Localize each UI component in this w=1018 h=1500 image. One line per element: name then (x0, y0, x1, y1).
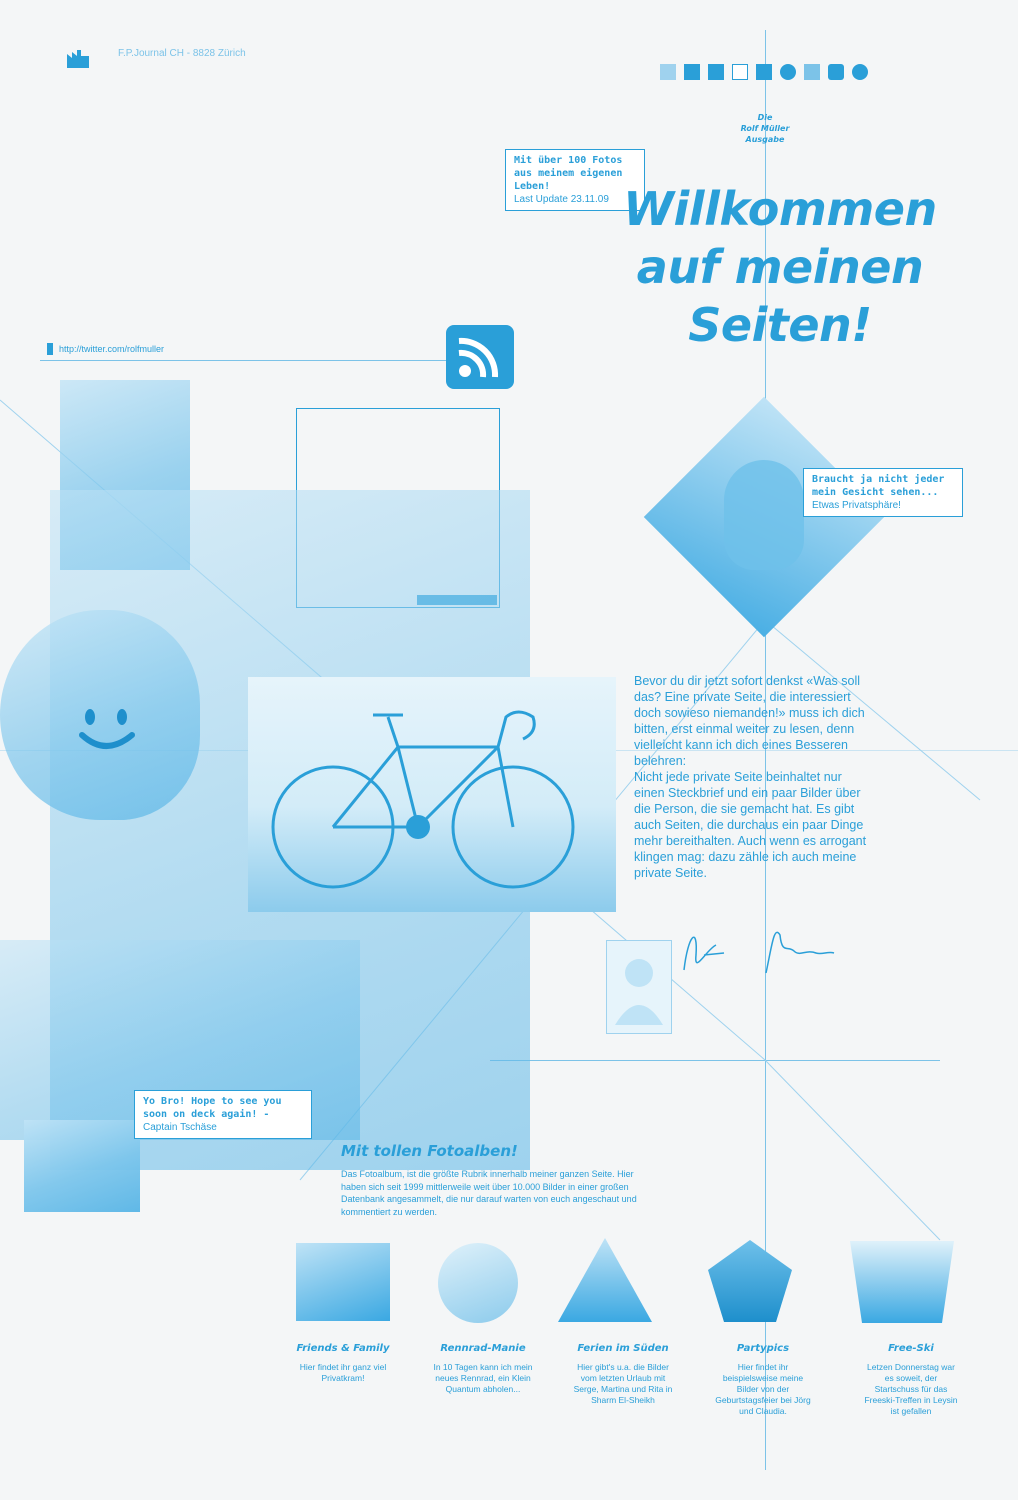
album-list (276, 1343, 984, 1463)
heart-icon[interactable] (828, 64, 844, 80)
edition-label: Die Rolf Müller Ausgabe (740, 113, 790, 144)
album-thumb-partypics[interactable] (706, 1238, 794, 1324)
myspace-icon[interactable] (708, 64, 724, 80)
flickr-icon[interactable] (660, 64, 676, 80)
album-thumb-rennrad-manie[interactable] (438, 1243, 518, 1323)
album-title: Partypics (736, 1343, 790, 1354)
album-item[interactable] (696, 1343, 830, 1417)
rss-feed-icon[interactable] (446, 325, 514, 389)
intro-paragraph-2: Nicht jede private Seite beinhaltet nur einen Steckbrief und ein paar Bilder über die Person, die sie gemacht hat. Es gibt auch Seiten, die durchaus ein paar Dinge mehr bereithalten. Auch wenn es arrogant klingen mag: dazu zähle ich auch meine private Seite. (634, 770, 867, 880)
bicycle-icon (248, 677, 616, 912)
link-marker-icon (47, 343, 53, 355)
album-item[interactable] (276, 1343, 410, 1384)
avatar-placeholder (606, 940, 672, 1034)
album-item[interactable] (844, 1343, 978, 1417)
album-description: Hier findet ihr beispielsweise meine Bilder von der Geburtstagsfeier bei Jörg und Claudia. (715, 1362, 811, 1416)
star-icon[interactable] (756, 64, 772, 80)
factory-logo-icon (67, 50, 89, 72)
face-caption-bubble: Braucht ja nicht jeder mein Gesicht sehen... Etwas Privatsphäre! (803, 468, 963, 517)
album-title: Ferien im Süden (577, 1343, 669, 1354)
album-description: In 10 Tagen kann ich mein neues Rennrad, ein Klein Quantum abholen... (433, 1362, 533, 1394)
smiley-face-icon (78, 705, 138, 759)
albums-section-title: Mit tollen Fotoalben! (341, 1142, 518, 1160)
twitter-link[interactable]: http://twitter.com/rolfmuller (47, 343, 164, 355)
album-title: Friends & Family (296, 1343, 390, 1354)
delicious-icon[interactable] (684, 64, 700, 80)
picture-icon[interactable] (804, 64, 820, 80)
album-thumb-friends-family[interactable] (296, 1243, 390, 1321)
album-description: Letzen Donnerstag war es soweit, der Startschuss für das Freeski-Treffen in Leysin ist gefallen (864, 1362, 958, 1416)
album-thumb-free-ski[interactable] (850, 1241, 954, 1323)
album-thumb-ferien-im-sueden[interactable] (556, 1236, 654, 1324)
signature (676, 915, 836, 989)
masthead-text: F.P.Journal CH - 8828 Zürich (118, 48, 246, 59)
bicycle-photo (248, 677, 616, 912)
albums-section-text: Das Fotoalbum, ist die größte Rubrik innerhalb meiner ganzen Seite. Hier haben sich seit 1999 mittlerweile weit über 10.000 Bilder in einer großen Datenbank angesammelt, die nur darauf warten von euch angeschaut und kommentiert zu werden. (341, 1169, 637, 1217)
album-item[interactable] (556, 1343, 690, 1406)
album-title: Free-Ski (888, 1343, 934, 1354)
album-title: Rennrad-Manie (440, 1343, 526, 1354)
blank-icon[interactable] (732, 64, 748, 80)
sailor-photo (24, 1120, 140, 1212)
album-item[interactable] (416, 1343, 550, 1395)
portrait-face (724, 460, 804, 570)
stumbleupon-icon[interactable] (852, 64, 868, 80)
captain-quote-bubble: Yo Bro! Hope to see you soon on deck again! - Captain Tschäse (134, 1090, 312, 1139)
album-description: Hier gibt's u.a. die Bilder vom letzten Urlaub mit Serge, Martina und Rita in Sharm El-Sheikh (573, 1362, 673, 1405)
album-description: Hier findet ihr ganz viel Privatkram! (299, 1362, 387, 1383)
intro-paragraph-1: Bevor du dir jetzt sofort denkst «Was soll das? Eine private Seite, die interessiert doch sowieso niemanden!» muss ich dich bitten, erst einmal weiter zu lesen, denn vielleicht kann ich dich eines Besseren belehren: (634, 674, 865, 768)
social-icon-strip (660, 64, 880, 82)
page-title: Willkommen auf meinen Seiten! (623, 182, 937, 352)
bug-icon[interactable] (780, 64, 796, 80)
photo-count-badge: Mit über 100 Fotos aus meinem eigenen Leben! Last Update 23.11.09 (505, 149, 645, 211)
